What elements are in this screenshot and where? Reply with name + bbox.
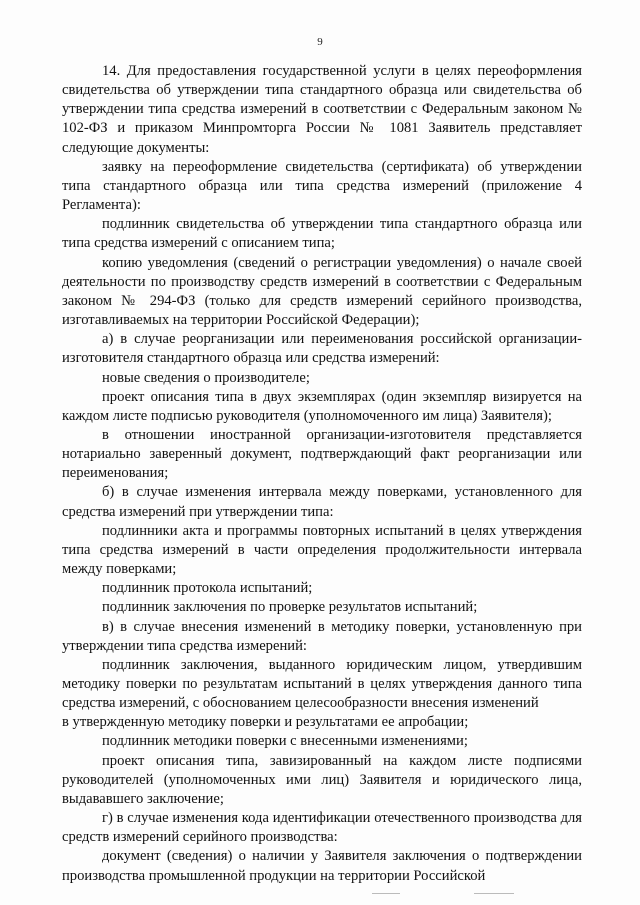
paragraph-14-intro: 14. Для предоставления государственной услуги в целях переоформления свидетельства об утверждении типа стандартного образца или свидетельства об утверждении типа средства измерений в соответствии с Федеральным законом № 102-ФЗ и приказом Минпромторга России № 1081 Заявитель представляет следующие документы: xyxy=(62,63,582,156)
paragraph-new-manufacturer-info: новые сведения о производителе; xyxy=(102,369,310,386)
paragraph-type-description-draft: проект описания типа в двух экземплярах (один экземпляр визируется на каждом листе подписью руководителя (уполномоченного им лица) Заявителя); xyxy=(62,388,582,424)
paragraph-foreign-organization: в отношении иностранной организации-изготовителя представляется нотариально заверенный документ, подтверждающий факт реорганизации или переименования; xyxy=(62,426,582,482)
paragraph-case-a: а) в случае реорганизации или переименования российской организации-изготовителя стандартного образца или средства измерений: xyxy=(62,331,582,367)
paragraph-notification-copy: копию уведомления (сведений о регистрации уведомления) о начале своей деятельности по производству средств измерений в соответствии с Федеральным законом № 294-ФЗ (только для средств измерений серийного производства, изготавливаемых на территории Российской Федерации); xyxy=(62,254,582,329)
paragraph-test-conclusion: подлинник заключения по проверке результатов испытаний; xyxy=(102,599,478,616)
paragraph-case-v: в) в случае внесения изменений в методику поверки, установленную при утверждении типа средства измерений: xyxy=(62,618,582,654)
body-text xyxy=(62,62,582,886)
scan-artifact xyxy=(372,893,400,894)
scan-artifact xyxy=(474,893,514,894)
paragraph-original-certificate: подлинник свидетельства об утверждении типа стандартного образца или типа средства измерений с описанием типа; xyxy=(62,216,582,252)
paragraph-endorsed-type-description: проект описания типа, завизированный на каждом листе подписями руководителей (уполномоченных ими лиц) Заявителя и юридического лица, выдававшего заключение; xyxy=(62,752,582,807)
paragraph-repeat-test-act: подлинники акта и программы повторных испытаний в целях утверждения типа средства измерений в части определения продолжительности интервала между поверками; xyxy=(62,522,582,578)
paragraph-approved-method-continuation: в утвержденную методику поверки и результатами ее апробации; xyxy=(62,714,469,731)
paragraph-production-confirmation: документ (сведения) о наличии у Заявителя заключения о подтверждении производства промышленной продукции на территории Российской xyxy=(62,848,582,884)
paragraph-application: заявку на переоформление свидетельства (сертификата) об утверждении типа стандартного образца или типа средства измерений (приложение 4 Регламента): xyxy=(62,158,582,214)
paragraph-method-original: подлинник методики поверки с внесенными изменениями; xyxy=(102,733,468,750)
paragraph-case-g: г) в случае изменения кода идентификации отечественного производства для средств измерений серийного производства: xyxy=(62,810,582,846)
paragraph-legal-entity-conclusion: подлинник заключения, выданного юридическим лицом, утвердившим методику поверки по результатам испытаний в целях утверждения данного типа средства измерений, с обоснованием целесообразности внесения изменений xyxy=(62,656,582,712)
paragraph-test-protocol: подлинник протокола испытаний; xyxy=(102,580,313,597)
page-number: 9 xyxy=(317,36,323,48)
paragraph-case-b: б) в случае изменения интервала между поверками, установленного для средства измерений при утверждении типа: xyxy=(62,484,582,520)
